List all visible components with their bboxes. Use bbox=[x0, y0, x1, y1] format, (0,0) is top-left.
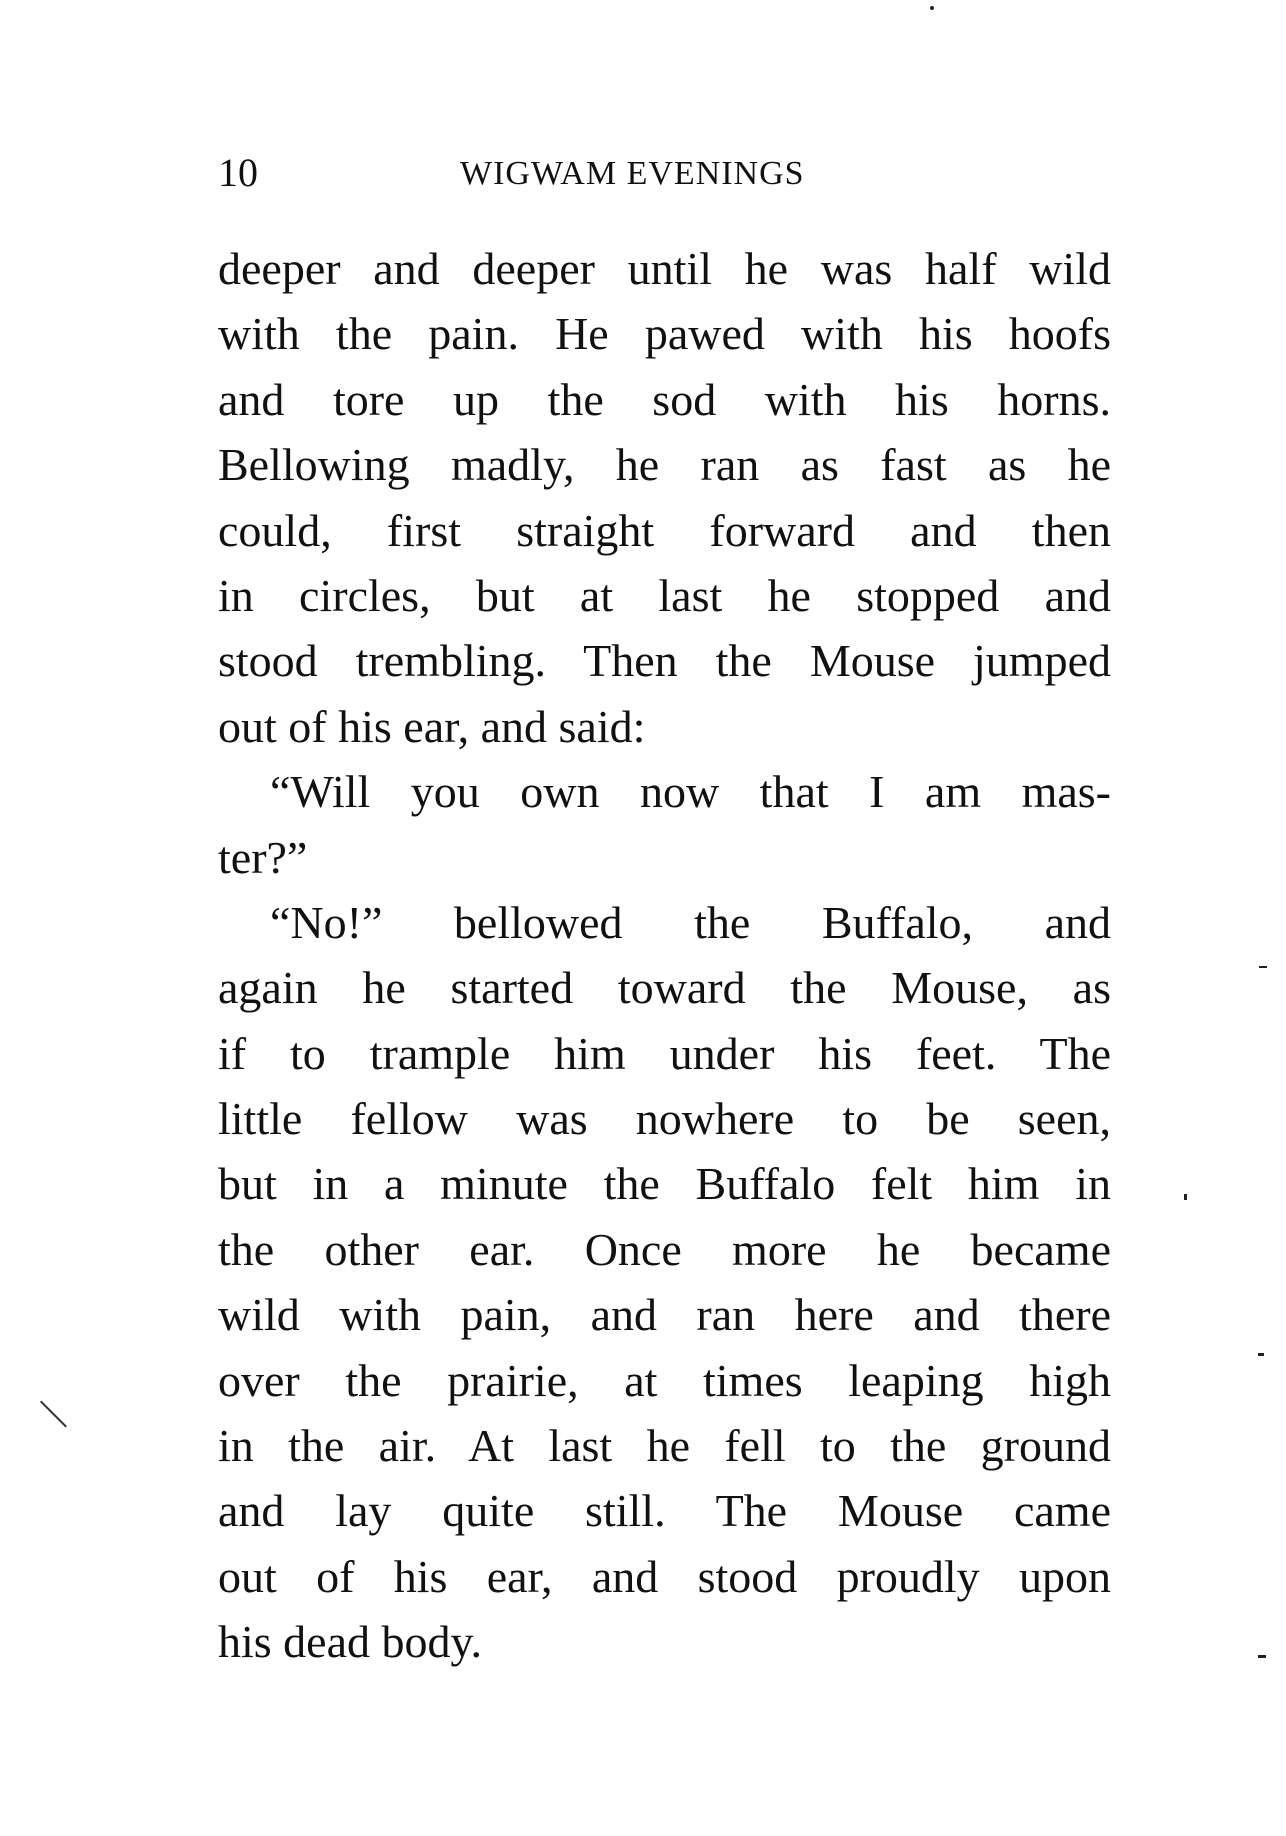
text-line: but in a minute the Buffalo felt him in bbox=[218, 1158, 1111, 1210]
scan-speck bbox=[1258, 1655, 1266, 1658]
text-line: over the prairie, at times leaping high bbox=[218, 1354, 1111, 1406]
scan-speck bbox=[930, 6, 934, 10]
body-text bbox=[218, 236, 1111, 1675]
text-line: stood trembling. Then the Mouse jumped bbox=[218, 635, 1111, 687]
text-line: with the pain. He pawed with his hoofs bbox=[218, 308, 1111, 360]
scan-speck bbox=[1258, 1353, 1264, 1356]
text-line: Bellowing madly, he ran as fast as he bbox=[218, 439, 1111, 491]
text-line: “No!” bellowed the Buffalo, and bbox=[270, 896, 1111, 948]
scan-mark bbox=[40, 1401, 67, 1428]
text-line: wild with pain, and ran here and there bbox=[218, 1289, 1111, 1341]
text-line: and lay quite still. The Mouse came bbox=[218, 1485, 1111, 1537]
scan-speck bbox=[1259, 966, 1267, 968]
text-line: out of his ear, and stood proudly upon bbox=[218, 1550, 1111, 1602]
text-line: in circles, but at last he stopped and bbox=[218, 569, 1111, 621]
text-line: deeper and deeper until he was half wild bbox=[218, 243, 1111, 294]
page-number: 10 bbox=[218, 150, 258, 195]
scan-speck bbox=[1184, 1194, 1187, 1200]
running-head bbox=[218, 148, 1111, 198]
text-line: if to trample him under his feet. The bbox=[218, 1027, 1111, 1079]
text-line: could, first straight forward and then bbox=[218, 504, 1111, 556]
book-title: WIGWAM EVENINGS bbox=[460, 155, 805, 192]
text-line: little fellow was nowhere to be seen, bbox=[218, 1093, 1111, 1145]
text-line: his dead body. bbox=[218, 1616, 483, 1668]
text-line: out of his ear, and said: bbox=[218, 700, 646, 752]
text-line: in the air. At last he fell to the ground bbox=[218, 1420, 1111, 1472]
text-line: and tore up the sod with his horns. bbox=[218, 373, 1111, 425]
text-line: the other ear. Once more he became bbox=[218, 1223, 1111, 1275]
text-line: “Will you own now that I am mas- bbox=[270, 766, 1111, 818]
text-line: ter?” bbox=[218, 831, 308, 883]
text-line: again he started toward the Mouse, as bbox=[218, 962, 1111, 1014]
